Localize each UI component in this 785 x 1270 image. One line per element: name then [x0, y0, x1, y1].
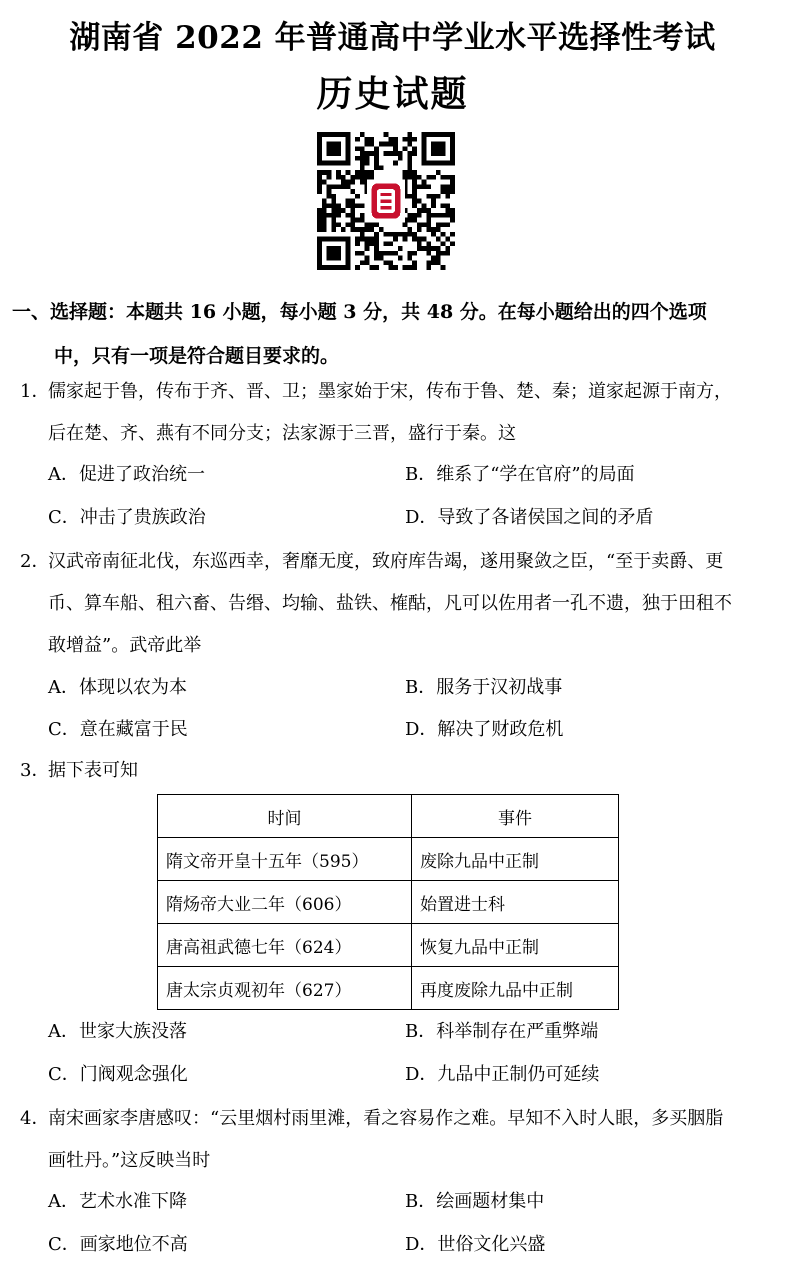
- question-text: 据下表可知: [48, 760, 138, 781]
- option-b: B．科举制存在严重弊端: [405, 1021, 599, 1042]
- option-d: D．世俗文化兴盛: [405, 1234, 546, 1255]
- option-a: A．艺术水准下降: [48, 1191, 187, 1212]
- question-text: 币、算车船、租六畜、告缗、均输、盐铁、榷酤，凡可以佐用者一孔不遗，独于田租不: [48, 593, 732, 614]
- table-row: [158, 967, 619, 1010]
- option-b: B．维系了“学在官府”的局面: [405, 464, 635, 485]
- option-c: C．画家地位不高: [48, 1234, 188, 1255]
- table-cell: 废除九品中正制: [412, 838, 619, 881]
- table-header-event: 事件: [412, 795, 619, 838]
- option-a: A．世家大族没落: [48, 1021, 187, 1042]
- question-4: [20, 1098, 772, 1182]
- section-heading-line1: 一、选择题：本题共 16 小题，每小题 3 分，共 48 分。在每小题给出的四个选项: [12, 301, 707, 323]
- qr-code: [317, 132, 455, 270]
- question-2: [20, 541, 772, 667]
- question-number: 4．: [20, 1108, 50, 1129]
- table-row: [158, 924, 619, 967]
- exam-subject-title: 历史试题: [316, 73, 469, 115]
- table-cell: 唐太宗贞观初年（627）: [158, 967, 412, 1010]
- option-a: A．体现以农为本: [48, 677, 187, 698]
- section-heading: [12, 290, 772, 378]
- table-row: [158, 838, 619, 881]
- table-cell: 隋文帝开皇十五年（595）: [158, 838, 412, 881]
- table-cell: 隋炀帝大业二年（606）: [158, 881, 412, 924]
- question-text: 画牡丹。”这反映当时: [48, 1150, 211, 1171]
- option-c: C．冲击了贵族政治: [48, 507, 206, 528]
- table-header-row: [158, 795, 619, 838]
- table-cell: 始置进士科: [412, 881, 619, 924]
- question-text: 后在楚、齐、燕有不同分支；法家源于三晋，盛行于秦。这: [48, 423, 516, 444]
- table-row: [158, 881, 619, 924]
- option-d: D．解决了财政危机: [405, 719, 564, 740]
- table-header-time: 时间: [158, 795, 412, 838]
- question-number: 1．: [20, 381, 50, 402]
- exam-title: 湖南省 2022 年普通高中学业水平选择性考试: [69, 20, 716, 56]
- table-cell: 再度废除九品中正制: [412, 967, 619, 1010]
- question-text: 南宋画家李唐感叹：“云里烟村雨里滩，看之容易作之难。早知不入时人眼，多买胭脂: [48, 1108, 724, 1129]
- option-b: B．服务于汉初战事: [405, 677, 563, 698]
- table-cell: 唐高祖武德七年（624）: [158, 924, 412, 967]
- option-c: C．意在藏富于民: [48, 719, 188, 740]
- option-a: A．促进了政治统一: [48, 464, 205, 485]
- question-text: 汉武帝南征北伐，东巡西幸，奢靡无度，致府库告竭，遂用聚敛之臣，“至于卖爵、更: [48, 551, 724, 572]
- option-d: D．九品中正制仍可延续: [405, 1064, 600, 1085]
- question-number: 3．: [20, 760, 50, 781]
- question-1: [20, 371, 772, 455]
- question-number: 2．: [20, 551, 50, 572]
- question-3: [20, 750, 772, 792]
- option-c: C．门阀观念强化: [48, 1064, 188, 1085]
- history-table: [157, 794, 619, 1010]
- option-b: B．绘画题材集中: [405, 1191, 545, 1212]
- table-cell: 恢复九品中正制: [412, 924, 619, 967]
- option-d: D．导致了各诸侯国之间的矛盾: [405, 507, 654, 528]
- question-text: 敢增益”。武帝此举: [48, 635, 202, 656]
- question-text: 儒家起于鲁，传布于齐、晋、卫；墨家始于宋，传布于鲁、楚、秦；道家起源于南方，: [48, 381, 732, 402]
- section-heading-line2: 中，只有一项是符合题目要求的。: [54, 345, 340, 367]
